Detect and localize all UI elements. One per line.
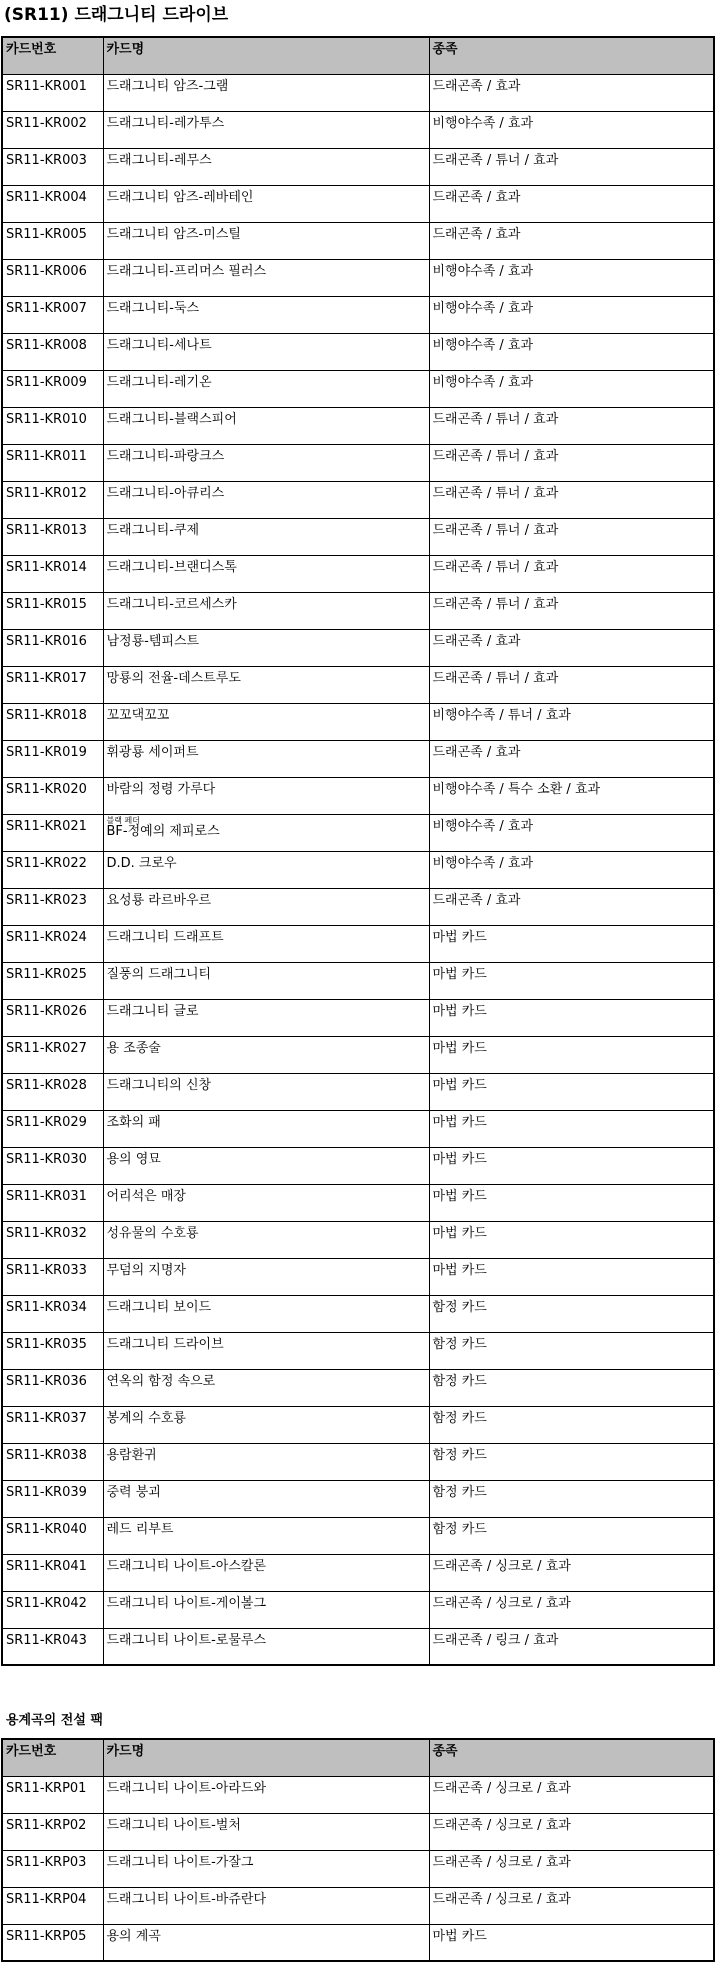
card-name-cell: 드래그니티-브랜디스톡 [103,555,429,592]
card-number-cell: SR11-KR009 [2,370,103,407]
card-number-cell: SR11-KR031 [2,1184,103,1221]
card-type-cell: 함정 카드 [429,1517,714,1554]
card-name-cell: 드래그니티 나이트-바쥬란다 [103,1887,429,1924]
card-number-cell: SR11-KR008 [2,333,103,370]
card-name-cell: 드래그니티 나이트-벌처 [103,1813,429,1850]
card-number-cell: SR11-KR010 [2,407,103,444]
card-type-cell: 마법 카드 [429,1036,714,1073]
card-number-cell: SR11-KR028 [2,1073,103,1110]
table-row [2,1073,714,1110]
card-number-cell: SR11-KR021 [2,814,103,851]
card-number-cell: SR11-KRP04 [2,1887,103,1924]
card-name-cell: 중력 붕괴 [103,1480,429,1517]
card-number-cell: SR11-KR024 [2,925,103,962]
card-name-ruby: 블랙 페더 [106,815,140,825]
card-number-cell: SR11-KRP03 [2,1850,103,1887]
header-card-number: 카드번호 [2,1739,103,1776]
card-number-cell: SR11-KR043 [2,1628,103,1665]
table-row [2,777,714,814]
card-type-cell: 비행야수족 / 효과 [429,259,714,296]
table-row [2,333,714,370]
table-row [2,962,714,999]
table-row [2,1332,714,1369]
card-number-cell: SR11-KR014 [2,555,103,592]
table-row [2,1924,714,1961]
card-number-cell: SR11-KR020 [2,777,103,814]
card-name-cell: 봉계의 수호룡 [103,1406,429,1443]
card-type-cell: 드래곤족 / 효과 [429,185,714,222]
card-type-cell: 마법 카드 [429,1258,714,1295]
card-number-cell: SR11-KR006 [2,259,103,296]
card-number-cell: SR11-KR026 [2,999,103,1036]
card-number-cell: SR11-KR007 [2,296,103,333]
table-row [2,185,714,222]
card-number-cell: SR11-KR004 [2,185,103,222]
table-row [2,1517,714,1554]
table-row [2,1221,714,1258]
table-row [2,1110,714,1147]
card-name-cell: 드래그니티-레가투스 [103,111,429,148]
card-type-cell: 함정 카드 [429,1369,714,1406]
card-type-cell: 함정 카드 [429,1443,714,1480]
table-row [2,444,714,481]
card-number-cell: SR11-KR040 [2,1517,103,1554]
table-row [2,1147,714,1184]
table-row [2,1258,714,1295]
table-row [2,259,714,296]
table-row [2,592,714,629]
table-row [2,74,714,111]
card-name-cell: 드래그니티-아큐리스 [103,481,429,518]
header-card-name: 카드명 [103,37,429,74]
card-number-cell: SR11-KR016 [2,629,103,666]
table-row [2,703,714,740]
card-number-cell: SR11-KR022 [2,851,103,888]
card-name-text: BF-정예의 제피로스 [106,823,220,839]
card-type-cell: 마법 카드 [429,1147,714,1184]
card-name-cell: 드래그니티 나이트-아라드와 [103,1776,429,1813]
card-type-cell: 함정 카드 [429,1480,714,1517]
card-number-cell: SR11-KR002 [2,111,103,148]
card-type-cell: 함정 카드 [429,1332,714,1369]
card-number-cell: SR11-KRP05 [2,1924,103,1961]
card-name-cell: 드래그니티 나이트-가잘그 [103,1850,429,1887]
table-row [2,1813,714,1850]
table-row [2,555,714,592]
card-type-cell: 드래곤족 / 싱크로 / 효과 [429,1591,714,1628]
card-type-cell: 드래곤족 / 싱크로 / 효과 [429,1554,714,1591]
card-type-cell: 드래곤족 / 싱크로 / 효과 [429,1776,714,1813]
card-name-cell: 드래그니티-세나트 [103,333,429,370]
card-name-cell: 망룡의 전율-데스트루도 [103,666,429,703]
card-type-cell: 드래곤족 / 싱크로 / 효과 [429,1813,714,1850]
card-name-cell: 드래그니티 암즈-그램 [103,74,429,111]
pack-card-list-table [1,1738,715,1962]
table-row [2,222,714,259]
card-name-cell: 레드 리부트 [103,1517,429,1554]
card-type-cell: 드래곤족 / 효과 [429,629,714,666]
card-number-cell: SR11-KR013 [2,518,103,555]
header-card-number: 카드번호 [2,37,103,74]
card-number-cell: SR11-KR027 [2,1036,103,1073]
card-name-cell: 드래그니티 글로 [103,999,429,1036]
card-number-cell: SR11-KR019 [2,740,103,777]
card-name-cell: 드래그니티-프리머스 필러스 [103,259,429,296]
card-number-cell: SR11-KRP02 [2,1813,103,1850]
card-number-cell: SR11-KR032 [2,1221,103,1258]
card-number-cell: SR11-KR041 [2,1554,103,1591]
card-type-cell: 비행야수족 / 효과 [429,814,714,851]
card-number-cell: SR11-KR003 [2,148,103,185]
card-name-cell: 드래그니티 나이트-로물루스 [103,1628,429,1665]
table-row [2,1480,714,1517]
card-type-cell: 마법 카드 [429,1110,714,1147]
card-number-cell: SR11-KR035 [2,1332,103,1369]
table-row [2,481,714,518]
table-row [2,888,714,925]
card-number-cell: SR11-KR029 [2,1110,103,1147]
card-type-cell: 함정 카드 [429,1295,714,1332]
card-name-cell: 요성룡 라르바우르 [103,888,429,925]
card-type-cell: 드래곤족 / 효과 [429,740,714,777]
table-row [2,814,714,851]
table-row [2,629,714,666]
card-type-cell: 마법 카드 [429,1184,714,1221]
card-type-cell: 드래곤족 / 링크 / 효과 [429,1628,714,1665]
card-type-cell: 드래곤족 / 효과 [429,888,714,925]
card-number-cell: SR11-KR038 [2,1443,103,1480]
card-name-cell: 드래그니티-블랙스피어 [103,407,429,444]
card-name-cell: 드래그니티 나이트-게이볼그 [103,1591,429,1628]
card-name-cell: 드래그니티 보이드 [103,1295,429,1332]
card-name-cell: 조화의 패 [103,1110,429,1147]
card-number-cell: SR11-KR017 [2,666,103,703]
table-row [2,1295,714,1332]
card-type-cell: 비행야수족 / 튜너 / 효과 [429,703,714,740]
card-name-cell: 용의 계곡 [103,1924,429,1961]
card-name-cell: 드래그니티 드래프트 [103,925,429,962]
card-number-cell: SR11-KR042 [2,1591,103,1628]
card-name-cell: 용의 영묘 [103,1147,429,1184]
card-number-cell: SR11-KR012 [2,481,103,518]
card-type-cell: 비행야수족 / 효과 [429,333,714,370]
table-row [2,1184,714,1221]
card-number-cell: SR11-KR033 [2,1258,103,1295]
card-type-cell: 마법 카드 [429,925,714,962]
card-type-cell: 마법 카드 [429,962,714,999]
card-type-cell: 드래곤족 / 싱크로 / 효과 [429,1850,714,1887]
card-type-cell: 드래곤족 / 튜너 / 효과 [429,518,714,555]
pack-title: 용계곡의 전설 팩 [6,1713,103,1728]
table-row [2,148,714,185]
card-type-cell: 드래곤족 / 튜너 / 효과 [429,444,714,481]
card-type-cell: 드래곤족 / 효과 [429,222,714,259]
table-row [2,407,714,444]
table-row [2,111,714,148]
card-type-cell: 드래곤족 / 튜너 / 효과 [429,555,714,592]
table-row [2,370,714,407]
table-row [2,1850,714,1887]
table-row [2,1776,714,1813]
card-name-cell: 드래그니티의 신창 [103,1073,429,1110]
card-name-cell: 용람환귀 [103,1443,429,1480]
card-number-cell: SR11-KR037 [2,1406,103,1443]
table-row [2,999,714,1036]
table-row [2,296,714,333]
card-type-cell: 드래곤족 / 튜너 / 효과 [429,592,714,629]
card-type-cell: 마법 카드 [429,1221,714,1258]
card-name-cell: 어리석은 매장 [103,1184,429,1221]
card-name-cell: 휘광룡 세이퍼트 [103,740,429,777]
card-number-cell: SR11-KR039 [2,1480,103,1517]
card-name-cell: 드래그니티 나이트-아스칼론 [103,1554,429,1591]
table-row [2,925,714,962]
card-number-cell: SR11-KR011 [2,444,103,481]
table-row [2,666,714,703]
page-title: (SR11) 드래그니티 드라이브 [4,5,229,25]
card-type-cell: 드래곤족 / 튜너 / 효과 [429,407,714,444]
card-name-cell: 드래그니티-둑스 [103,296,429,333]
card-name-cell: 남정룡-템피스트 [103,629,429,666]
card-list-table [1,36,715,1666]
card-name-cell: 연옥의 함정 속으로 [103,1369,429,1406]
card-number-cell: SR11-KR030 [2,1147,103,1184]
card-type-cell: 드래곤족 / 효과 [429,74,714,111]
table-row [2,1443,714,1480]
table-row [2,740,714,777]
card-type-cell: 드래곤족 / 튜너 / 효과 [429,666,714,703]
table-row [2,1591,714,1628]
card-number-cell: SR11-KR036 [2,1369,103,1406]
card-name-cell: 꼬꼬댁꼬꼬 [103,703,429,740]
card-name-cell: 드래그니티-레기온 [103,370,429,407]
card-name-cell: 드래그니티 드라이브 [103,1332,429,1369]
card-type-cell: 마법 카드 [429,999,714,1036]
header-card-type: 종족 [429,1739,714,1776]
card-name-cell: 드래그니티-쿠제 [103,518,429,555]
card-type-cell: 비행야수족 / 특수 소환 / 효과 [429,777,714,814]
card-type-cell: 함정 카드 [429,1406,714,1443]
card-name-cell: 무덤의 지명자 [103,1258,429,1295]
card-name-cell: 드래그니티-레무스 [103,148,429,185]
table-row [2,1554,714,1591]
table-row [2,518,714,555]
table-header-row [2,37,714,74]
card-number-cell: SR11-KR015 [2,592,103,629]
card-name-cell: 바람의 정령 가루다 [103,777,429,814]
table-row [2,1887,714,1924]
card-name-cell: 드래그니티 암즈-미스틸 [103,222,429,259]
card-number-cell: SR11-KR018 [2,703,103,740]
card-number-cell: SR11-KR023 [2,888,103,925]
table-row [2,1369,714,1406]
card-type-cell: 마법 카드 [429,1924,714,1961]
table-row [2,851,714,888]
card-name-cell: 질풍의 드래그니티 [103,962,429,999]
table-row [2,1628,714,1665]
card-name-cell: 드래그니티 암즈-레바테인 [103,185,429,222]
card-type-cell: 비행야수족 / 효과 [429,111,714,148]
card-type-cell: 비행야수족 / 효과 [429,370,714,407]
table-row [2,1036,714,1073]
card-number-cell: SR11-KRP01 [2,1776,103,1813]
card-name-cell: D.D. 크로우 [103,851,429,888]
card-type-cell: 드래곤족 / 튜너 / 효과 [429,481,714,518]
card-number-cell: SR11-KR025 [2,962,103,999]
header-card-type: 종족 [429,37,714,74]
card-name-cell: 드래그니티-파랑크스 [103,444,429,481]
card-number-cell: SR11-KR034 [2,1295,103,1332]
card-type-cell: 드래곤족 / 싱크로 / 효과 [429,1887,714,1924]
card-type-cell: 마법 카드 [429,1073,714,1110]
card-name-cell [103,814,429,851]
card-name-cell: 용 조종술 [103,1036,429,1073]
card-type-cell: 드래곤족 / 튜너 / 효과 [429,148,714,185]
pack-table-header-row [2,1739,714,1776]
card-name-cell: 성유물의 수호룡 [103,1221,429,1258]
card-type-cell: 비행야수족 / 효과 [429,296,714,333]
card-number-cell: SR11-KR001 [2,74,103,111]
table-row [2,1406,714,1443]
card-type-cell: 비행야수족 / 효과 [429,851,714,888]
header-card-name: 카드명 [103,1739,429,1776]
card-number-cell: SR11-KR005 [2,222,103,259]
card-name-cell: 드래그니티-코르세스카 [103,592,429,629]
